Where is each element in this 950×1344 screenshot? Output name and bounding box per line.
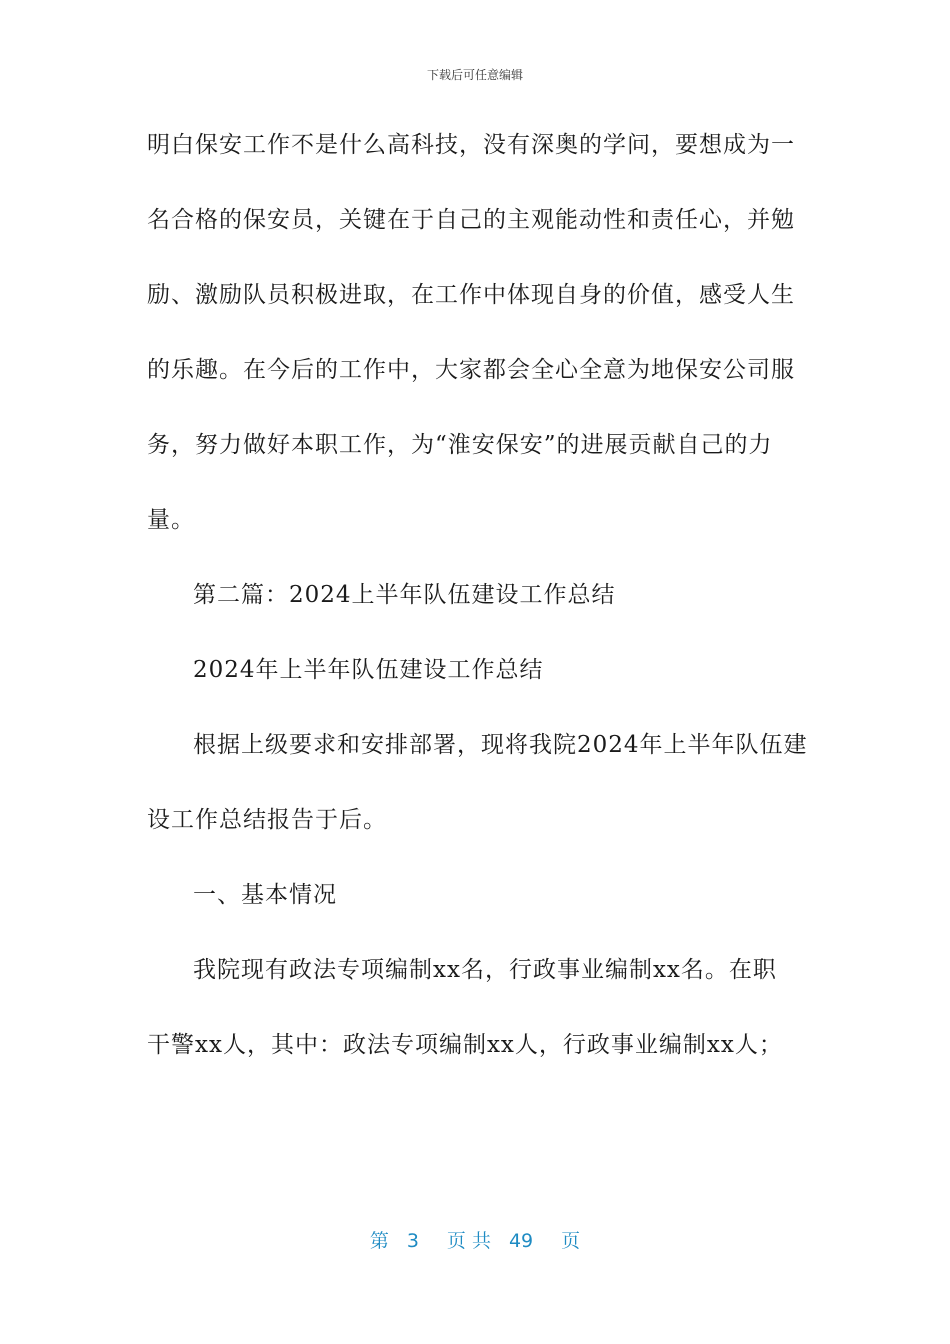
subsection-heading: 一、基本情况 — [193, 882, 337, 908]
current-page-number: 3 — [406, 1230, 419, 1252]
footer-prefix: 第 — [369, 1230, 389, 1252]
document-title: 2024年上半年队伍建设工作总结 — [193, 657, 544, 683]
body-line: 设工作总结报告于后。 — [147, 807, 387, 833]
page-footer — [0, 1226, 950, 1253]
section-heading: 第二篇：2024上半年队伍建设工作总结 — [193, 582, 616, 608]
body-line: 量。 — [147, 507, 195, 533]
document-body — [147, 124, 807, 1099]
body-line: 我院现有政法专项编制xx名，行政事业编制xx名。在职 — [193, 957, 777, 983]
body-line: 的乐趣。在今后的工作中，大家都会全心全意为地保安公司服 — [147, 357, 795, 383]
total-pages-number: 49 — [508, 1230, 534, 1252]
body-line: 根据上级要求和安排部署，现将我院2024年上半年队伍建 — [193, 732, 808, 758]
body-line: 名合格的保安员，关键在于自己的主观能动性和责任心，并勉 — [147, 207, 795, 233]
footer-suffix: 页 — [561, 1230, 581, 1252]
body-line: 明白保安工作不是什么高科技，没有深奥的学问，要想成为一 — [147, 132, 795, 158]
body-line: 干警xx人，其中：政法专项编制xx人，行政事业编制xx人； — [147, 1032, 783, 1058]
body-line: 励、激励队员积极进取，在工作中体现自身的价值，感受人生 — [147, 282, 795, 308]
body-line: 务，努力做好本职工作，为“淮安保安”的进展贡献自己的力 — [147, 432, 773, 458]
footer-middle: 页 共 — [446, 1230, 491, 1252]
page-header-note: 下载后可任意编辑 — [426, 68, 523, 82]
